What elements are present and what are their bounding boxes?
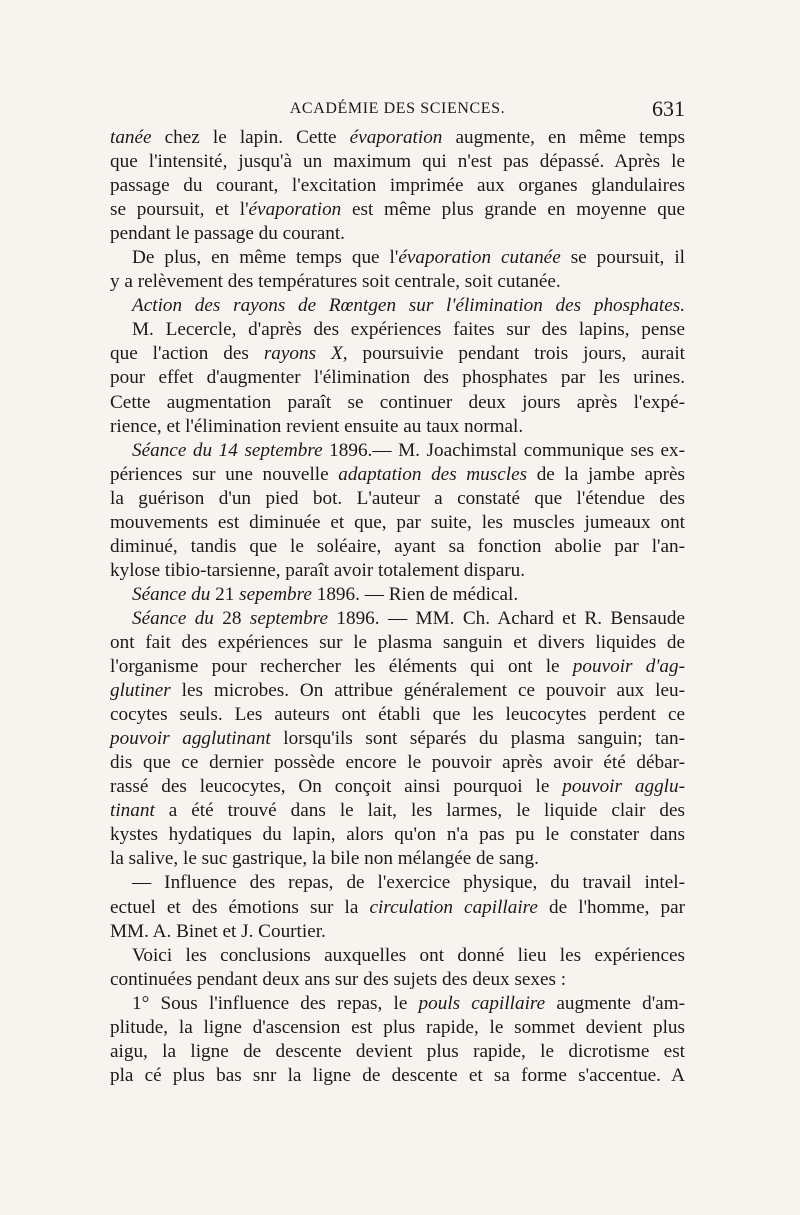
text-run: pendant le passage du courant. [110, 223, 345, 245]
text-line [110, 847, 685, 871]
italic-text: glutiner [110, 680, 171, 702]
text-run: est même plus grande en moyenne que [341, 199, 685, 221]
italic-text: évaporation [248, 199, 342, 221]
italic-text: septembre [249, 607, 329, 629]
text-run: de l'homme, par [537, 896, 685, 918]
text-line [110, 944, 685, 968]
text-run: rience, et l'élimination revient ensuite au taux normal. [110, 415, 524, 437]
italic-text: tinant [110, 800, 155, 822]
text-line [110, 270, 685, 294]
text-line [110, 896, 685, 920]
text-line [110, 174, 685, 198]
italic-text: rayons X, [263, 343, 348, 365]
text-run: y a relèvement des températures soit centrale, soit cutanée. [110, 271, 561, 293]
text-line [110, 559, 685, 583]
text-run: De plus, en même temps que l' [132, 247, 399, 269]
text-run: a été trouvé dans le lait, les larmes, le liquide clair des [154, 800, 685, 822]
text-run: poursuivie pendant trois jours, aurait [347, 343, 685, 365]
text-line [110, 583, 685, 607]
text-line [110, 703, 685, 727]
text-run: 1896. — Rien de médical. [311, 583, 519, 605]
text-line [110, 487, 685, 511]
text-run: périences sur une nouvelle [110, 463, 339, 485]
text-run: pour effet d'augmenter l'élimination des phosphates par les urines. [110, 367, 685, 389]
text-run: continuées pendant deux ans sur des sujets des deux sexes : [110, 968, 567, 990]
body-text [110, 126, 685, 1088]
italic-text: évaporation cutanée [398, 247, 561, 269]
text-run: que l'intensité, jusqu'à un maximum qui n'est pas dépassé. Après le [110, 151, 685, 173]
text-run: pla cé plus bas snr la ligne de descente et sa forme s'accentue. A [110, 1064, 685, 1086]
italic-text: circulation capillaire [369, 896, 538, 918]
italic-text: adaptation des muscles [338, 463, 528, 485]
text-run: 1896. — MM. Ch. Achard et R. Bensaude [328, 607, 685, 629]
text-run: MM. A. Binet et J. Courtier. [110, 920, 326, 942]
text-run: Voici les conclusions auxquelles ont donné lieu les expériences [132, 944, 685, 966]
text-line [110, 968, 685, 992]
italic-text: pouvoir d'ag- [572, 656, 686, 678]
text-line [110, 198, 685, 222]
text-run: 28 [213, 607, 250, 629]
text-run: ectuel et des émotions sur la [110, 896, 370, 918]
text-run: de la jambe après [527, 463, 685, 485]
text-run: la guérison d'un pied bot. L'auteur a constaté que l'étendue des [110, 487, 685, 509]
text-run: aigu, la ligne de descente devient plus rapide, le dicrotisme est [110, 1040, 685, 1062]
text-run: les microbes. On attribue généralement ce pouvoir aux leu- [170, 680, 685, 702]
text-line [110, 222, 685, 246]
italic-text: évaporation [349, 127, 443, 148]
text-run: 21 [210, 583, 240, 605]
text-run: se poursuit, et l' [110, 199, 249, 221]
text-run: passage du courant, l'excitation imprimée aux organes glandulaires [110, 175, 685, 197]
text-line [110, 1016, 685, 1040]
text-run: mouvements est diminuée et que, par suite, les muscles jumeaux ont [110, 511, 685, 533]
text-line [110, 727, 685, 751]
text-run: diminué, tandis que le soléaire, ayant sa fonction abolie par l'an- [110, 535, 685, 557]
text-line [110, 920, 685, 944]
text-line [110, 871, 685, 895]
text-line [110, 1040, 685, 1064]
text-run: lorsqu'ils sont séparés du plasma sanguin; tan- [270, 728, 685, 750]
text-line [110, 992, 685, 1016]
text-line [110, 751, 685, 775]
italic-text: Séance du [132, 583, 211, 605]
page-number: 631 [652, 96, 685, 121]
text-line [110, 126, 685, 150]
text-line [110, 246, 685, 270]
text-line [110, 150, 685, 174]
text-run: M. Lecercle, d'après des expériences faites sur des lapins, pense [132, 319, 685, 341]
text-line [110, 294, 685, 318]
italic-text: pouvoir agglu- [562, 776, 685, 798]
text-line [110, 415, 685, 439]
text-line [110, 342, 685, 366]
text-run: se poursuit, il [560, 247, 685, 269]
text-line [110, 655, 685, 679]
text-run: augmente, en même temps [442, 127, 685, 148]
text-run: 1896.— M. Joachimstal communique ses ex- [322, 439, 685, 461]
text-line [110, 439, 685, 463]
text-run: la salive, le suc gastrique, la bile non mélangée de sang. [110, 848, 539, 870]
text-line [110, 607, 685, 631]
text-run: — Influence des repas, de l'exercice physique, du travail intel- [132, 872, 685, 894]
text-line [110, 631, 685, 655]
italic-text: tanée [110, 127, 152, 148]
text-line [110, 511, 685, 535]
text-run: rassé des leucocytes, On conçoit ainsi pourquoi le [110, 776, 563, 798]
text-run: cocytes seuls. Les auteurs ont établi que les leucocytes perdent ce [110, 704, 685, 726]
text-run: ont fait des expériences sur le plasma sanguin et divers liquides de [110, 631, 685, 653]
text-run: augmente d'am- [545, 992, 686, 1014]
running-title: ACADÉMIE DES SCIENCES. [289, 100, 506, 117]
text-line [110, 823, 685, 847]
text-run: plitude, la ligne d'ascension est plus rapide, le sommet devient plus [110, 1016, 685, 1038]
text-run: kystes hydatiques du lapin, alors qu'on n'a pas pu le constater dans [110, 824, 685, 846]
text-run: que l'action des [110, 343, 264, 365]
italic-text: Séance du 14 septembre [132, 439, 323, 461]
text-line [110, 535, 685, 559]
text-run: kylose tibio-tarsienne, paraît avoir totalement disparu. [110, 559, 526, 581]
page-header [110, 96, 685, 126]
italic-text: Action des rayons de Rœntgen sur l'élimination des phosphates. [132, 295, 685, 317]
text-line [110, 799, 685, 823]
italic-text: sepembre [239, 583, 312, 605]
text-line [110, 679, 685, 703]
text-run: chez le lapin. Cette [151, 127, 350, 148]
text-line [110, 463, 685, 487]
text-run: 1° Sous l'influence des repas, le [132, 992, 419, 1014]
text-line [110, 318, 685, 342]
text-line [110, 775, 685, 799]
italic-text: pouvoir agglutinant [110, 728, 271, 750]
text-run: dis que ce dernier possède encore le pouvoir après avoir été débar- [110, 752, 685, 774]
italic-text: Séance du [132, 607, 214, 629]
text-run: l'organisme pour rechercher les éléments qui ont le [110, 656, 573, 678]
text-line [110, 391, 685, 415]
italic-text: pouls capillaire [418, 992, 546, 1014]
text-line [110, 1064, 685, 1088]
text-run: Cette augmentation paraît se continuer deux jours après l'expé- [110, 391, 685, 413]
text-line [110, 366, 685, 390]
